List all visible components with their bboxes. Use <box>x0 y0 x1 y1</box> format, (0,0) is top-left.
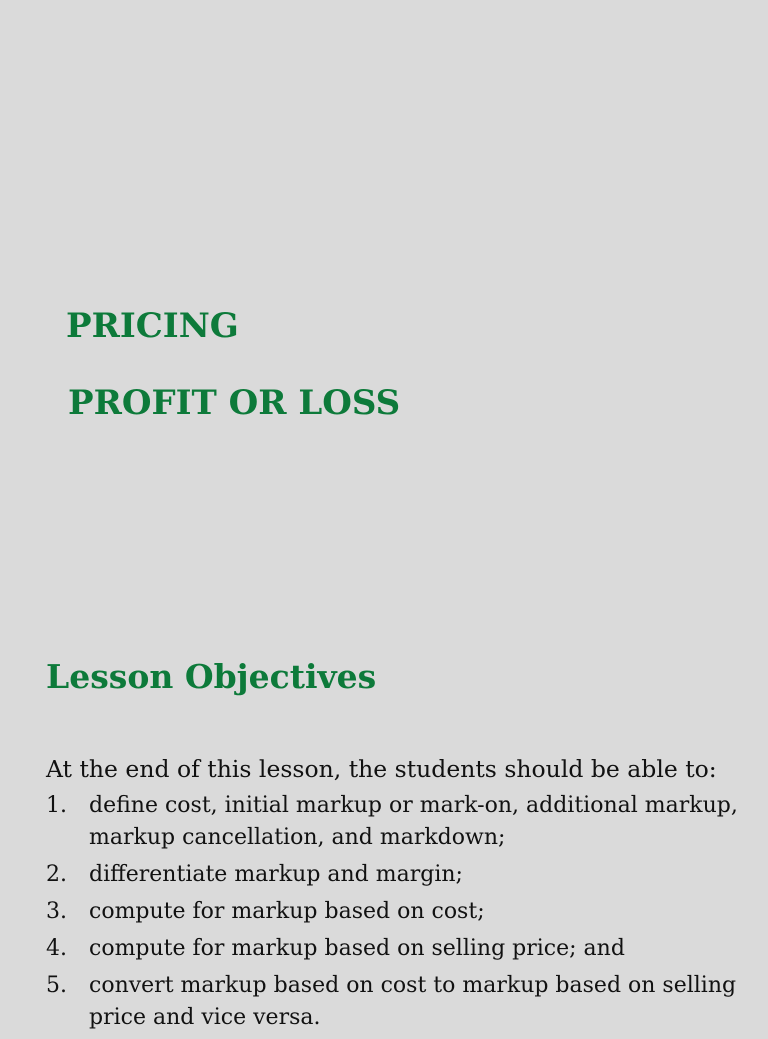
title-profit-or-loss: PROFIT OR LOSS <box>68 383 401 423</box>
objectives-list <box>46 790 746 1039</box>
objective-text: compute for markup based on cost; <box>89 899 485 924</box>
objective-text: compute for markup based on selling price; and <box>89 936 625 961</box>
objective-item-5 <box>46 970 746 1034</box>
objective-text: differentiate markup and margin; <box>89 862 463 887</box>
objective-item-1 <box>46 790 746 854</box>
objective-item-4 <box>46 933 746 965</box>
objectives-intro: At the end of this lesson, the students should be able to: <box>46 755 717 783</box>
objective-text: convert markup based on cost to markup based on selling price and vice versa. <box>89 973 737 1030</box>
objective-number: 3. <box>46 899 67 924</box>
objective-number: 1. <box>46 793 67 818</box>
objective-number: 2. <box>46 862 67 887</box>
objective-item-3 <box>46 896 746 928</box>
objective-text: define cost, initial markup or mark-on, additional markup, markup cancellation, and markdown; <box>89 793 738 850</box>
title-pricing: PRICING <box>66 306 239 346</box>
objective-number: 5. <box>46 973 67 998</box>
section-heading-lesson-objectives: Lesson Objectives <box>46 657 377 696</box>
objective-number: 4. <box>46 936 67 961</box>
objective-item-2 <box>46 859 746 891</box>
